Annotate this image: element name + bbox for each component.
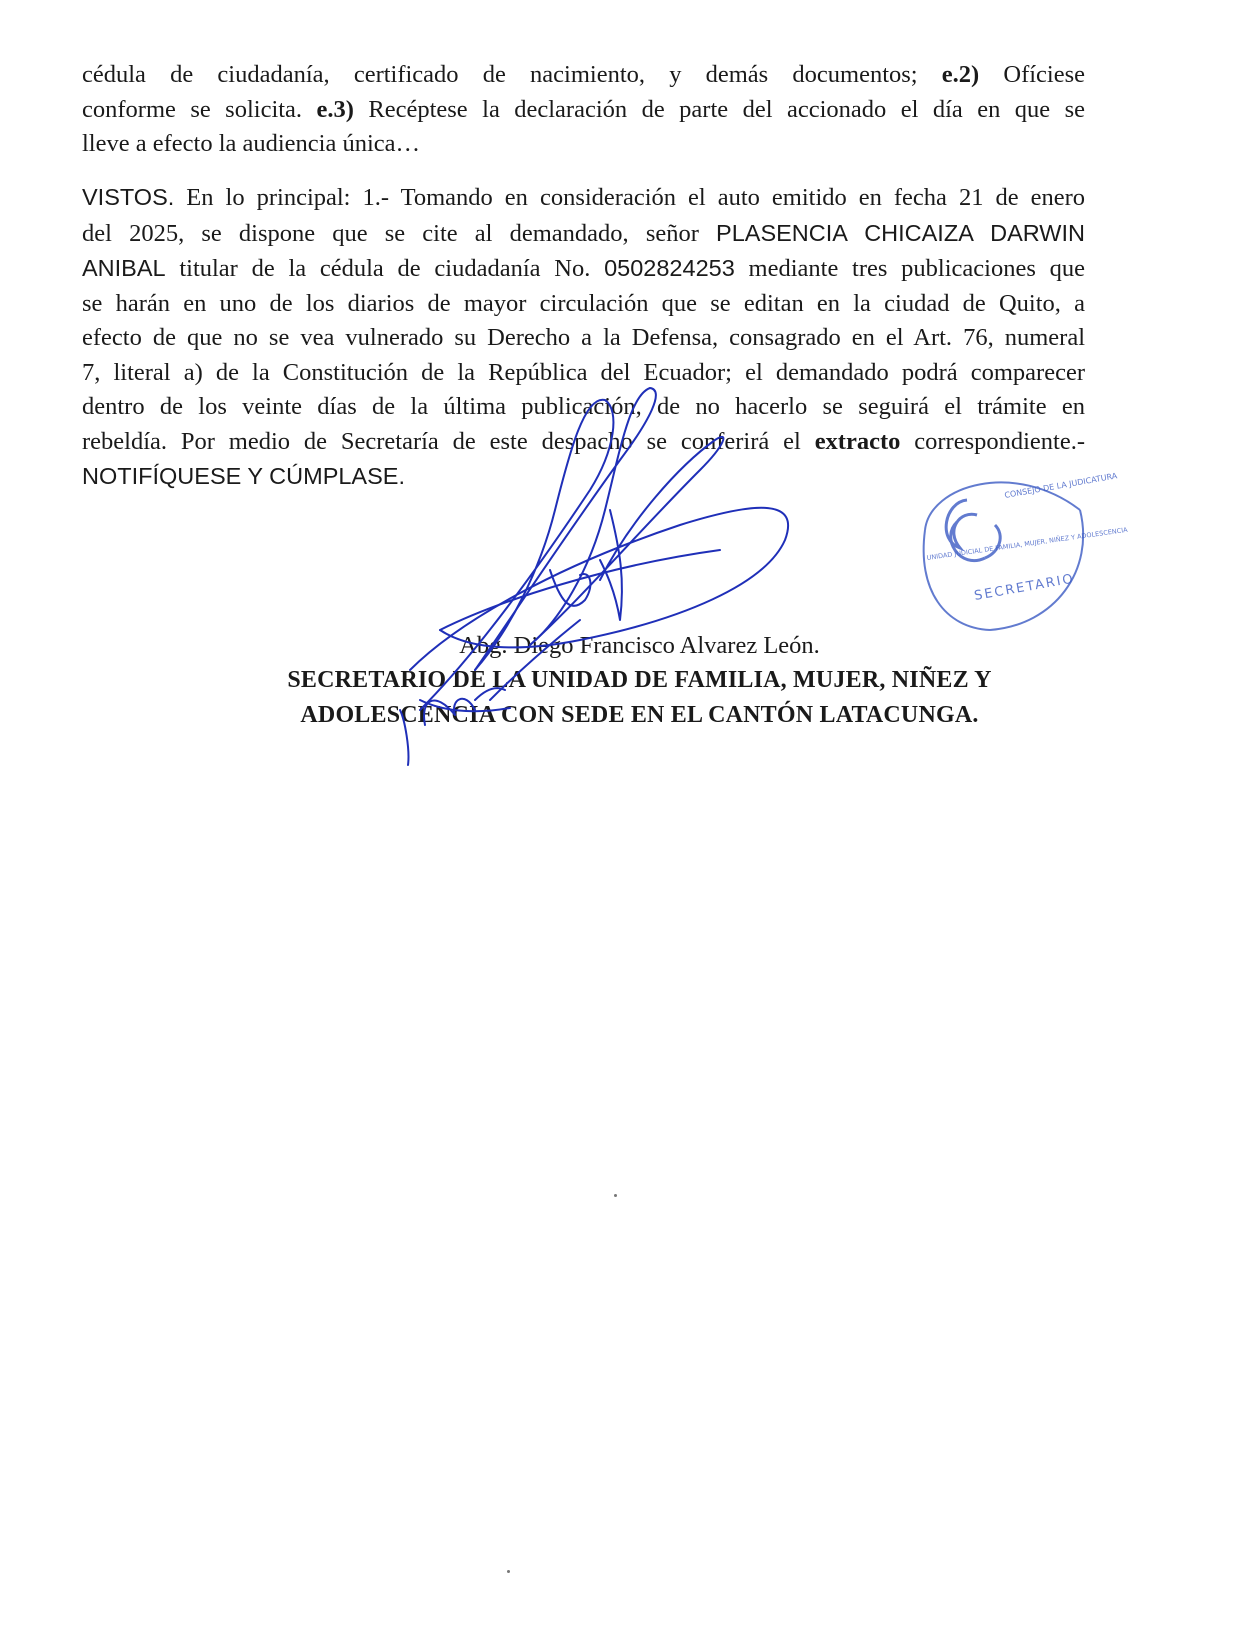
paragraph-1-line-1: cédula de ciudadanía, certificado de nacimiento, y demás documentos; e.2) Ofíciese xyxy=(82,61,1086,88)
signer-title-line-1: SECRETARIO DE LA UNIDAD DE FAMILIA, MUJER, NIÑEZ Y xyxy=(287,667,992,693)
paragraph-2-line-8: rebeldía. Por medio de Secretaría de este despacho se conferirá el extracto correspondiente.- xyxy=(82,427,1085,455)
paragraph-2-line-7: dentro de los veinte días de la última publicación, de no hacerlo se seguirá el trámite en xyxy=(82,393,1085,420)
paragraph-2-line-4: se harán en uno de los diarios de mayor circulación que se editan en la ciudad de Quito, a xyxy=(82,289,1085,317)
scan-speck xyxy=(614,1194,617,1197)
paragraph-2-line-1: VISTOS. En lo principal: 1.- Tomando en consideración el auto emitido en fecha 21 de enero xyxy=(82,184,1085,211)
scan-speck xyxy=(507,1570,510,1573)
official-stamp xyxy=(905,460,1129,640)
paragraph-2-line-3: ANIBAL titular de la cédula de ciudadanía No. 0502824253 mediante tres publicaciones que xyxy=(82,255,1085,282)
stamp-middle-text: UNIDAD JUDICIAL DE FAMILIA, MUJER, NIÑEZ Y ADOLESCENCIA xyxy=(926,525,1129,562)
paragraph-2-line-2: del 2025, se dispone que se cite al demandado, señor PLASENCIA CHICAIZA DARWIN xyxy=(82,219,1085,247)
paragraph-2-line-5: efecto de que no se vea vulnerado su Derecho a la Defensa, consagrado en el Art. 76, numeral xyxy=(82,324,1085,351)
paragraph-1-line-2: conforme se solicita. e.3) Recéptese la declaración de parte del accionado el día en que se xyxy=(82,95,1085,123)
signer-title-line-2: ADOLESCENCIA CON SEDE EN EL CANTÓN LATACUNGA. xyxy=(300,702,979,728)
paragraph-2-line-6: 7, literal a) de la Constitución de la República del Ecuador; el demandado podrá comparecer xyxy=(82,358,1085,386)
handwritten-signature xyxy=(380,370,840,770)
paragraph-2-line-9: NOTIFÍQUESE Y CÚMPLASE. xyxy=(82,463,405,489)
stamp-top-text: CONSEJO DE LA JUDICATURA xyxy=(1003,471,1118,500)
signer-name: Abg. Diego Francisco Alvarez León. xyxy=(459,632,820,659)
paragraph-1 xyxy=(82,58,1085,162)
stamp-bottom-text: SECRETARIO xyxy=(973,571,1076,604)
paragraph-1-line-3: lleve a efecto la audiencia única… xyxy=(82,130,421,157)
